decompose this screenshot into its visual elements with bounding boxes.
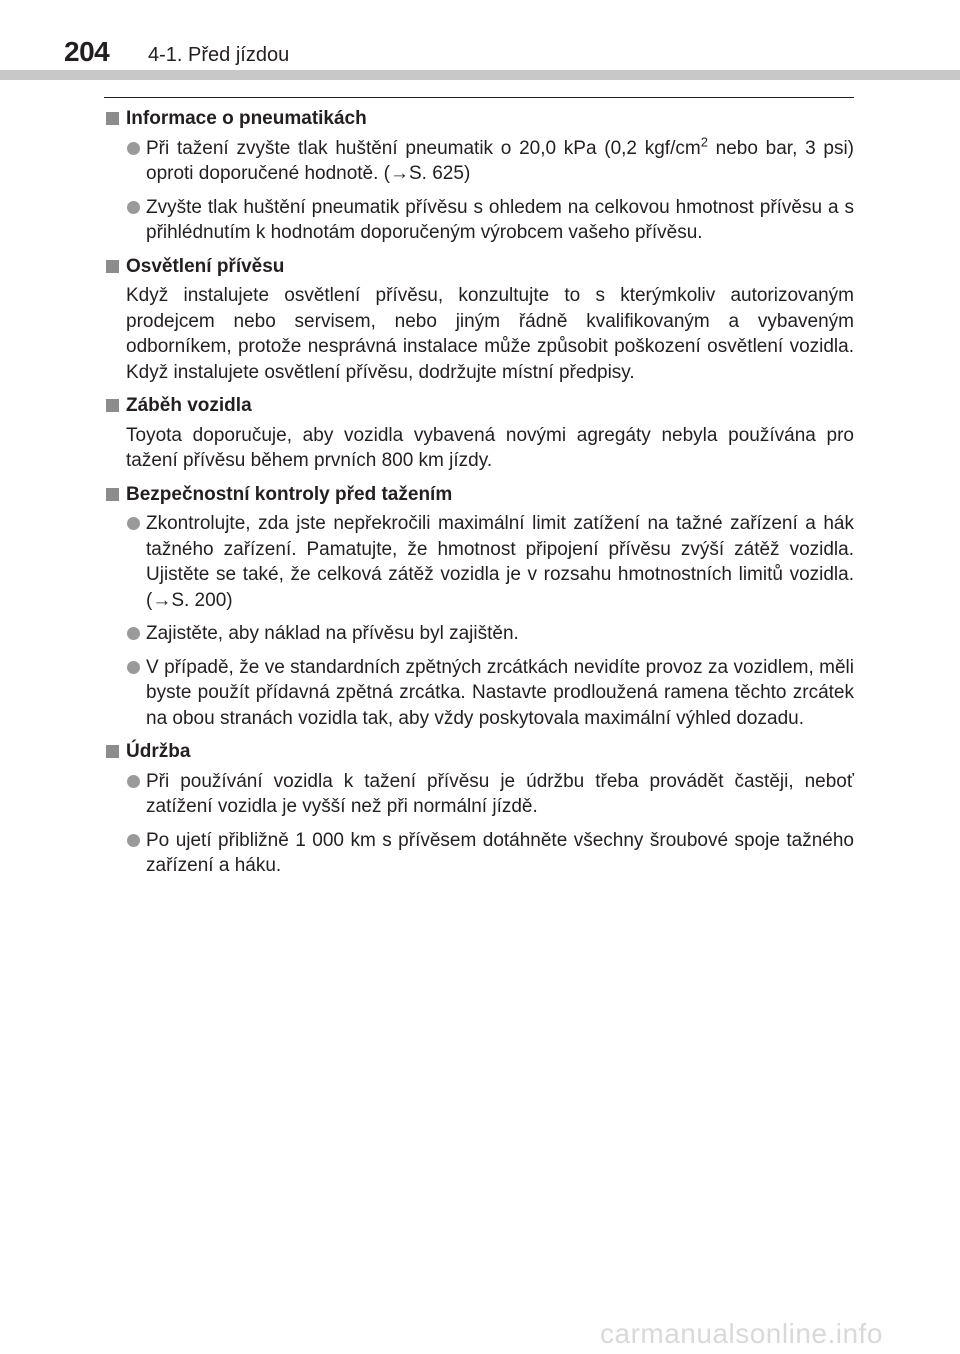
circle-bullet-icon: [127, 661, 140, 674]
list-item: Zajistěte, aby náklad na přívěsu byl zajištěn.: [106, 621, 854, 647]
content-divider: [104, 97, 854, 98]
section-maintenance: [106, 739, 854, 879]
page-content: [106, 106, 854, 887]
section-paragraph: Toyota doporučuje, aby vozidla vybavená novými agregáty nebyla používána pro tažení přívěsu během prvních 800 km jízdy.: [126, 424, 854, 471]
list-item: Zkontrolujte, zda jste nepřekročili maximální limit zatížení na tažné zařízení a hák tažného zařízení. Pamatujte, že hmotnost připojení přívěsu zvýší zátěž vozidla. Ujistěte se také, že celková zátěž vozidla je v rozsahu hmotnostních limitů vozidla. (→S. 200): [106, 511, 854, 613]
watermark-logo: carmanualsonline.info: [600, 1318, 883, 1349]
section-tire-info: [106, 106, 854, 246]
circle-bullet-icon: [127, 517, 140, 530]
list-item: Zvyšte tlak huštění pneumatik přívěsu s ohledem na celkovou hmotnost přívěsu a s přihlédnutím k hodnotám doporučeným výrobcem vašeho přívěsu.: [106, 195, 854, 246]
circle-bullet-icon: [127, 142, 140, 155]
list-item: V případě, že ve standardních zpětných zrcátkách nevidíte provoz za vozidlem, měli byste použít přídavná zpětná zrcátka. Nastavte prodloužená ramena těchto zrcátek na obou stranách vozidla tak, aby vždy poskytovala maximální výhled dozadu.: [106, 655, 854, 732]
square-bullet-icon: [106, 745, 119, 758]
circle-bullet-icon: [127, 201, 140, 214]
section-title: 4-1. Před jízdou: [148, 44, 290, 66]
section-heading: Bezpečnostní kontroly před tažením: [106, 482, 854, 508]
section-heading: Záběh vozidla: [106, 393, 854, 419]
square-bullet-icon: [106, 399, 119, 412]
square-bullet-icon: [106, 488, 119, 501]
section-trailer-lights: [106, 254, 854, 386]
header-rule: [0, 70, 960, 80]
circle-bullet-icon: [127, 775, 140, 788]
section-safety-checks: [106, 482, 854, 732]
section-heading: Osvětlení přívěsu: [106, 254, 854, 280]
circle-bullet-icon: [127, 627, 140, 640]
list-item: Při používání vozidla k tažení přívěsu je údržbu třeba provádět častěji, neboť zatížení vozidla je vyšší než při normální jízdě.: [106, 769, 854, 820]
section-paragraph: Když instalujete osvětlení přívěsu, konzultujte to s kterýmkoliv autorizovaným prodejcem nebo servisem, nebo jiným řádně kvalifikovaným a vybaveným odborníkem, protože nesprávná instalace může způsobit poškození osvětlení vozidla. Když instalujete osvětlení přívěsu, dodržujte místní předpisy.: [126, 285, 854, 383]
square-bullet-icon: [106, 260, 119, 273]
page-number: 204: [64, 36, 110, 67]
list-item: Při tažení zvyšte tlak huštění pneumatik o 20,0 kPa (0,2 kgf/$cm^2$ nebo bar, 3 psi) oproti doporučené hodnotě. (→S. 625): [106, 136, 854, 187]
list-item: Po ujetí přibližně 1 000 km s přívěsem dotáhněte všechny šroubové spoje tažného zařízení a háku.: [106, 828, 854, 879]
square-bullet-icon: [106, 112, 119, 125]
circle-bullet-icon: [127, 834, 140, 847]
section-break-in: [106, 393, 854, 474]
section-heading: Informace o pneumatikách: [106, 106, 854, 132]
section-heading: Údržba: [106, 739, 854, 765]
